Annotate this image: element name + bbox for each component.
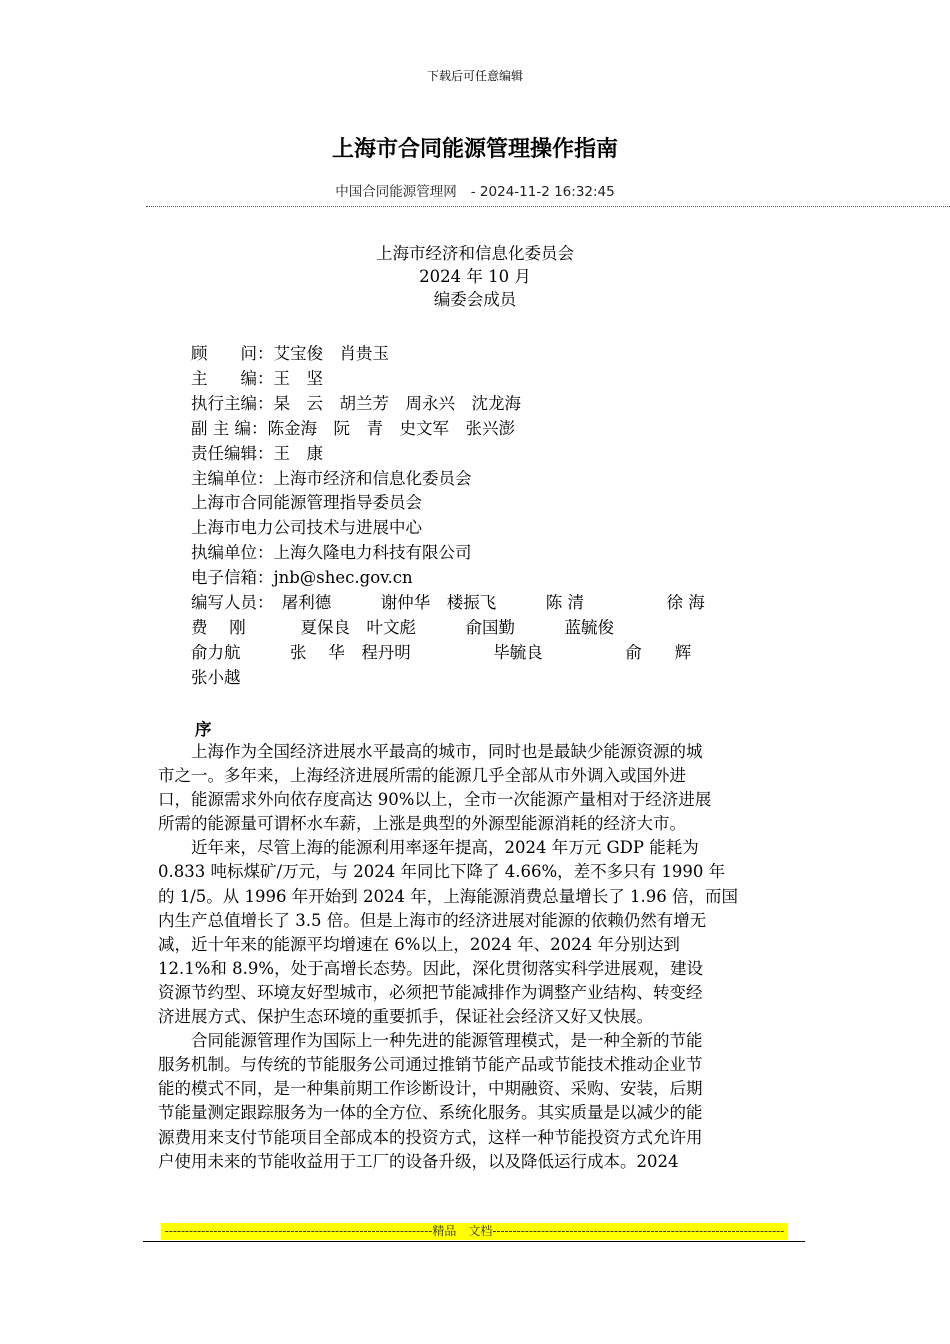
preface-line: 内生产总值增长了 3.5 倍。但是上海市的经济进展对能源的依赖仍然有增无 (158, 910, 707, 930)
member-line: 俞力航 张 华 程丹明 毕毓良 俞 辉 (191, 642, 692, 662)
dotted-divider (146, 206, 950, 207)
member-line: 张小越 (191, 667, 241, 687)
preface-line: 上海作为全国经济进展水平最高的城市，同时也是最缺少能源资源的城 (191, 742, 703, 761)
preface-line: 所需的能源量可谓杯水车薪，上涨是典型的外源型能源消耗的经济大市。 (158, 814, 686, 834)
issuing-org: 上海市经济和信息化委员会 (376, 244, 574, 263)
preface-line: 资源节约型、环境友好型城市，必须把节能减排作为调整产业结构、转变经 (158, 982, 703, 1002)
preface-line: 近年来，尽管上海的能源利用率逐年提高，2024 年万元 GDP 能耗为 (191, 838, 699, 858)
committee-members (191, 342, 811, 691)
member-line: 执行主编：杲 云 胡兰芳 周永兴 沈龙海 (191, 393, 521, 413)
footer-banner: ------------------------------------------------------------------精品 文档------------------------------------------------------------------------ (161, 1223, 788, 1240)
member-line: 编写人员： 屠利德 谢仲华 楼振飞 陈 清 徐 海 (191, 593, 705, 613)
member-line: 主编单位：上海市经济和信息化委员会 (191, 468, 472, 488)
article-meta (0, 180, 950, 200)
publish-datetime: - 2024-11-2 16:32:45 (470, 184, 615, 200)
preface-line: 合同能源管理作为国际上一种先进的能源管理模式，是一种全新的节能 (191, 1031, 703, 1051)
preface-line: 市之一。多年来，上海经济进展所需的能源几乎全部从市外调入或国外进 (158, 766, 686, 786)
member-line: 主 编：王 坚 (191, 368, 323, 388)
preface-line: 0.833 吨标煤矿/万元，与 2024 年同比下降了 4.66%，差不多只有 1990 年 (158, 862, 726, 882)
preface-line: 能的模式不同，是一种集前期工作诊断设计，中期融资、采购、安装，后期 (158, 1079, 703, 1099)
member-line: 顾 问：艾宝俊 肖贵玉 (191, 344, 389, 363)
preface-line: 节能量测定跟踪服务为一体的全方位、系统化服务。其实质量是以减少的能 (158, 1103, 703, 1123)
member-line: 责任编辑：王 康 (191, 443, 323, 463)
member-line: 费 刚 夏保良 叶文彪 俞国勤 蓝毓俊 (191, 617, 614, 637)
preface-line: 口，能源需求外向依存度高达 90%以上，全市一次能源产量相对于经济进展 (158, 790, 712, 810)
member-line: 上海市电力公司技术与进展中心 (191, 518, 422, 538)
member-email-line: 电子信箱：jnb@shec.gov.cn (191, 568, 413, 588)
download-note: 下载后可任意编辑 (426, 69, 523, 83)
footer-divider (143, 1241, 805, 1242)
source-link[interactable]: 中国合同能源管理网 (335, 184, 457, 200)
preface-line: 户使用未来的节能收益用于工厂的设备升级，以及降低运行成本。2024 (158, 1151, 679, 1171)
member-line: 上海市合同能源管理指导委员会 (191, 493, 422, 513)
preface-line: 服务机制。与传统的节能服务公司通过推销节能产品或节能技术推动企业节 (158, 1055, 703, 1075)
preface-line: 12.1%和 8.9%，处于高增长态势。因此，深化贯彻落实科学进展观，建设 (158, 958, 704, 978)
preface-heading: 序 (195, 720, 212, 739)
issue-date: 2024 年 10 月 (419, 267, 531, 286)
member-line: 副 主 编：陈金海 阮 青 史文军 张兴澎 (191, 418, 515, 438)
member-line: 执编单位：上海久隆电力科技有限公司 (191, 543, 472, 563)
cover-block (0, 242, 950, 311)
page-title: 上海市合同能源管理操作指南 (331, 137, 618, 162)
preface-line: 济进展方式、保护生态环境的重要抓手，保证社会经济又好又快展。 (158, 1007, 653, 1027)
preface-line: 源费用来支付节能项目全部成本的投资方式，这样一种节能投资方式允许用 (158, 1127, 703, 1147)
preface-line: 减，近十年来的能源平均增速在 6%以上，2024 年、2024 年分别达到 (158, 934, 680, 954)
preface-line: 的 1/5。从 1996 年开始到 2024 年，上海能源消费总量增长了 1.96 倍，而国 (158, 886, 738, 906)
preface-body (158, 740, 792, 1174)
committee-heading: 编委会成员 (433, 290, 517, 309)
